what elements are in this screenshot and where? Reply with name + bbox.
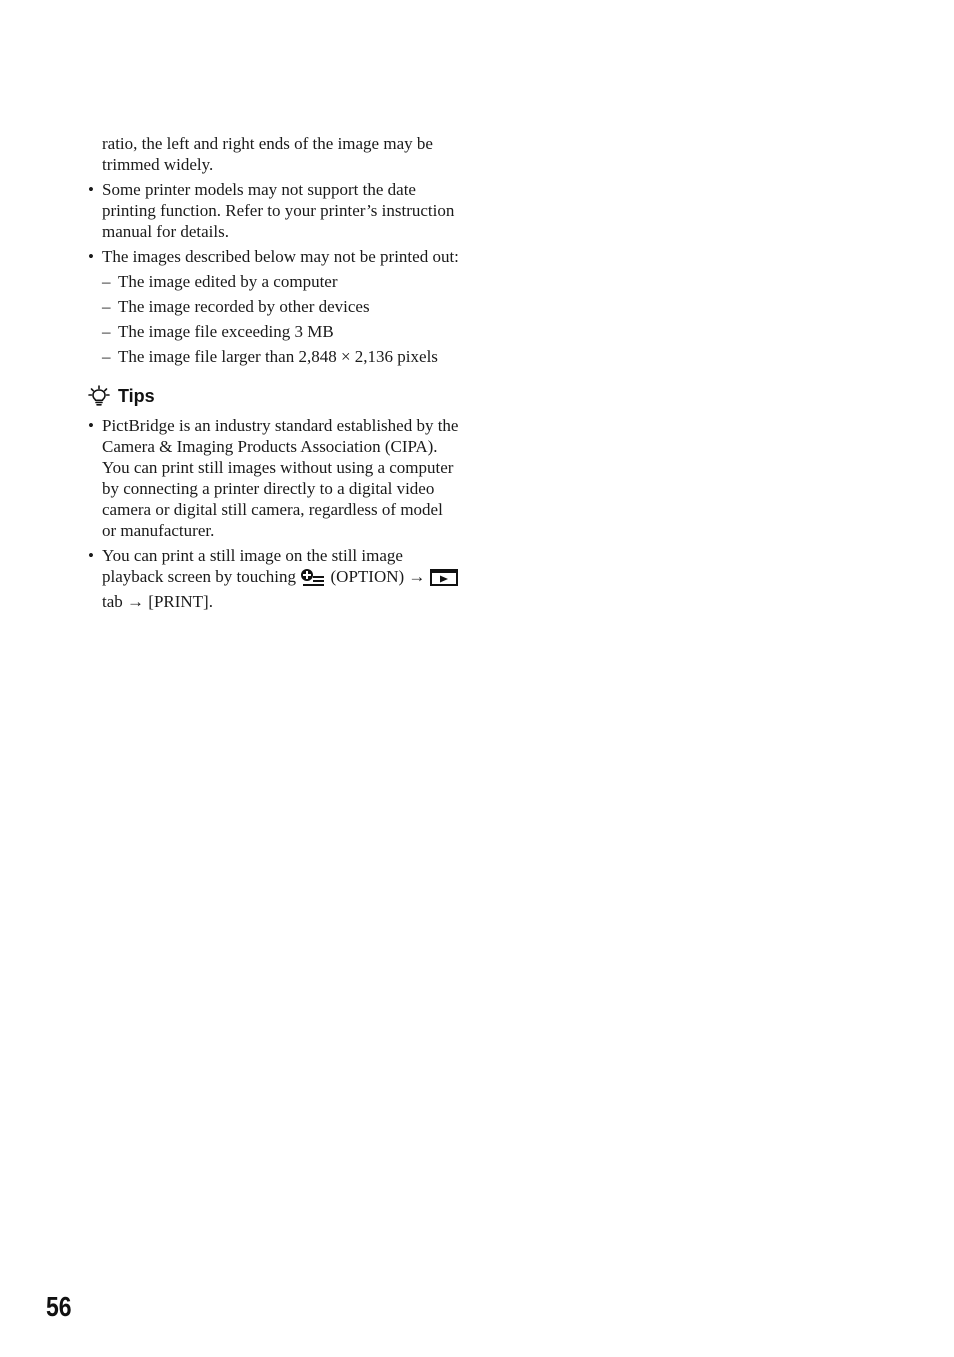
playback-tab-icon bbox=[430, 568, 458, 591]
bullet-text-d: [PRINT]. bbox=[148, 592, 213, 611]
sub-item-other-devices bbox=[88, 296, 460, 317]
text-column bbox=[88, 133, 460, 616]
tips-item-pictbridge bbox=[88, 415, 460, 541]
dash-marker: – bbox=[102, 272, 111, 291]
bullet-text: PictBridge is an industry standard established by the Camera & Imaging Products Association (CIPA). You can print still images without using a computer by connecting a printer directly to a digital video camera or digital still camera, regardless of model or manufacturer. bbox=[102, 416, 459, 540]
sub-item-edited-by-computer bbox=[88, 271, 460, 292]
bullet-item-unprintable-images bbox=[88, 246, 460, 267]
bullet-marker: • bbox=[88, 416, 94, 435]
bullet-marker: • bbox=[88, 247, 94, 266]
lightbulb-icon bbox=[88, 385, 110, 407]
bullet-text-a: You can print a still image on the still image playback screen by touching bbox=[102, 546, 403, 586]
arrow-icon: → bbox=[127, 592, 145, 611]
bullet-text-c: tab bbox=[102, 592, 123, 611]
sub-item-text: The image edited by a computer bbox=[118, 272, 338, 291]
bullet-item-date-printing bbox=[88, 179, 460, 242]
sub-item-text: The image recorded by other devices bbox=[118, 297, 370, 316]
bullet-text: Some printer models may not support the date printing function. Refer to your printer’s instruction manual for details. bbox=[102, 180, 455, 241]
bullet-marker: • bbox=[88, 180, 94, 199]
bullet-text-b: (OPTION) bbox=[330, 567, 405, 586]
dash-marker: – bbox=[102, 322, 111, 341]
sub-item-text: The image file larger than 2,848 × 2,136 pixels bbox=[118, 347, 438, 366]
arrow-icon: → bbox=[408, 567, 426, 586]
tips-title: Tips bbox=[118, 385, 155, 406]
dash-marker: – bbox=[102, 297, 111, 316]
sub-item-file-size bbox=[88, 321, 460, 342]
page-number: 56 bbox=[46, 1291, 72, 1322]
continued-paragraph: ratio, the left and right ends of the image may be trimmed widely. bbox=[102, 134, 433, 174]
tips-item-print-from-playback bbox=[88, 545, 460, 612]
tips-heading bbox=[88, 385, 460, 407]
bullet-text: The images described below may not be printed out: bbox=[102, 247, 459, 266]
sub-item-resolution bbox=[88, 346, 460, 367]
sub-item-text: The image file exceeding 3 MB bbox=[118, 322, 334, 341]
option-icon bbox=[300, 568, 326, 591]
dash-marker: – bbox=[102, 347, 111, 366]
bullet-marker: • bbox=[88, 546, 94, 565]
